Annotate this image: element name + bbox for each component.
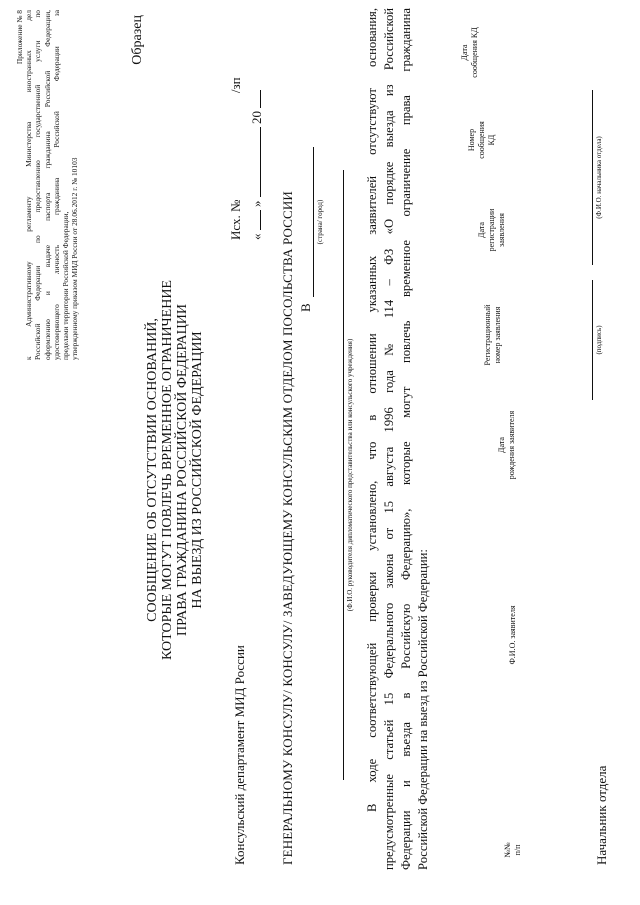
column-header-kd-number: Номер сообщения КД xyxy=(467,121,496,159)
signature-caption: (подпись) xyxy=(595,325,603,355)
appendix-line: пределами территории Российской Федерации, xyxy=(61,211,71,360)
body-line: Российской Федерации на выезд из Российской Федерации: xyxy=(416,549,430,870)
outgoing-block xyxy=(228,10,265,240)
addressee: ГЕНЕРАЛЬНОМУ КОНСУЛУ/ КОНСУЛУ/ ЗАВЕДУЮЩЕМУ КОНСУЛЬСКИМ ОТДЕЛОМ ПОСОЛЬСТВА РОССИИ xyxy=(280,191,295,865)
body-paragraph xyxy=(364,8,432,870)
location-underline xyxy=(313,147,314,297)
appendix-line: оформлению и выдаче паспорта гражданина Российской Федерации, xyxy=(42,10,52,360)
appendix-line: удостоверяющего личность гражданина Российской Федерации за xyxy=(51,10,61,360)
date-quote-open: « xyxy=(249,233,264,240)
column-header-number: №№ п/п xyxy=(503,842,522,858)
outgoing-number-label: Исх. № xyxy=(228,199,243,240)
column-header-registration-number: Регистрационный номер заявления xyxy=(483,304,502,366)
signature-role: Начальник отдела xyxy=(594,765,609,865)
sender: Консульский департамент МИД России xyxy=(232,645,247,865)
outgoing-number-suffix: /зп xyxy=(228,77,243,94)
head-underline xyxy=(343,170,344,780)
body-line: предусмотренные статьей 15 Федерального закона от 15 августа 1996 года № 114 – ФЗ «О порядке выезда из Российской xyxy=(382,8,396,870)
location-prefix: В xyxy=(298,303,313,312)
body-line: Федерации и въезда в Российскую Федерацию», которые могут повлечь временное ограничение права гражданина xyxy=(399,8,413,870)
head-caption: (Ф.И.О. руководителя дипломатического представительства или консульского учреждения) xyxy=(346,338,354,612)
title-line: СООБЩЕНИЕ ОБ ОТСУТСТВИИ ОСНОВАНИЙ, xyxy=(145,318,160,622)
head-name-underline xyxy=(592,90,593,265)
column-header-kd-date: Дата сообщения КД xyxy=(460,27,479,78)
body-line: В ходе соответствующей проверки установлено, что в отношении указанных заявителей отсутствуют основания, xyxy=(365,8,379,812)
appendix-title: Приложение № 8 xyxy=(15,10,24,65)
head-name-caption: (Ф.И.О. начальника отдела) xyxy=(595,136,603,219)
appendix-text xyxy=(24,10,80,360)
document-title xyxy=(145,230,205,710)
date-year: 20 xyxy=(249,111,264,124)
appendix-line: Российской Федерации по предоставлению государственной услуги по xyxy=(33,10,43,360)
title-line: НА ВЫЕЗД ИЗ РОССИЙСКОЙ ФЕДЕРАЦИИ xyxy=(190,331,205,609)
appendix-line: к Административному регламенту Министерства иностранных дел xyxy=(24,10,33,360)
column-header-registration-date: Дата регистрации заявления xyxy=(477,208,506,252)
sample-label: Образец xyxy=(130,15,145,65)
appendix-line: утвержденному приказом МИД России от 28.06.2012 г. № 10103 xyxy=(70,157,80,360)
column-header-birth-date: Дата рождения заявителя xyxy=(497,410,516,480)
title-line: КОТОРЫЕ МОГУТ ПОВЛЕЧЬ ВРЕМЕННОЕ ОГРАНИЧЕНИЕ xyxy=(160,280,175,660)
date-quote-close: » xyxy=(249,200,264,207)
title-line: ПРАВА ГРАЖДАНИНА РОССИЙСКОЙ ФЕДЕРАЦИИ xyxy=(175,304,190,636)
column-header-name: Ф.И.О. заявителя xyxy=(508,605,517,665)
applicants-table-header xyxy=(455,5,535,870)
location-caption: (страна/ город) xyxy=(316,199,324,245)
signature-underline xyxy=(592,280,593,400)
